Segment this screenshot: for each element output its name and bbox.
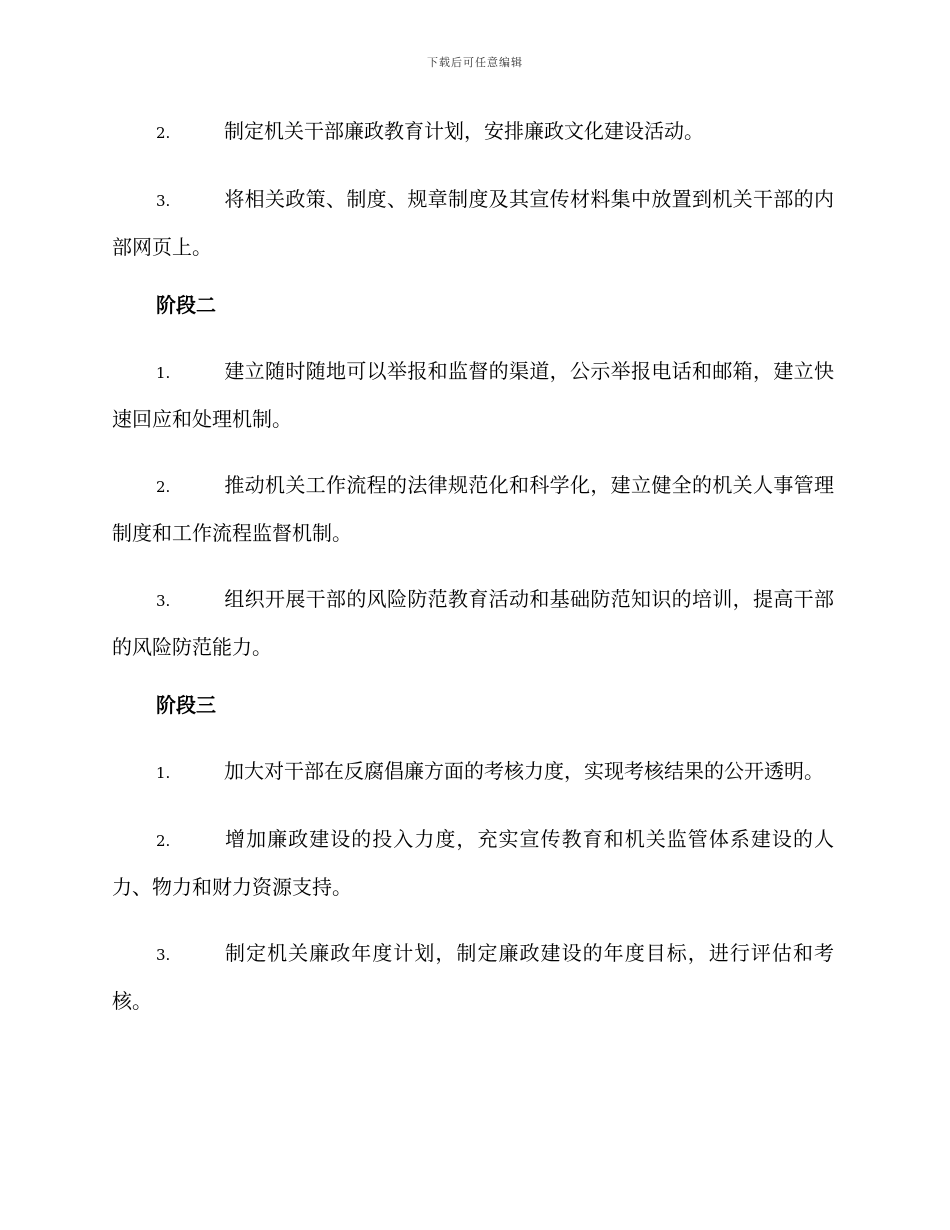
item-number: 3. xyxy=(156,592,171,610)
item-number: 2. xyxy=(156,478,171,496)
item-text: 加大对干部在反腐倡廉方面的考核力度，实现考核结果的公开透明。 xyxy=(224,759,824,783)
document-body xyxy=(112,108,834,1034)
item-text: 制定机关干部廉政教育计划，安排廉政文化建设活动。 xyxy=(224,119,704,143)
list-item xyxy=(112,348,834,442)
item-number: 1. xyxy=(156,364,171,382)
list-item xyxy=(112,748,834,796)
item-text: 推动机关工作流程的法律规范化和科学化，建立健全的机关人事管理制度和工作流程监督机制。 xyxy=(112,473,834,545)
item-text: 制定机关廉政年度计划，制定廉政建设的年度目标，进行评估和考核。 xyxy=(112,941,834,1013)
section-stage-three xyxy=(112,682,834,1024)
item-text: 将相关政策、制度、规章制度及其宣传材料集中放置到机关干部的内部网页上。 xyxy=(112,187,834,259)
list-item xyxy=(112,108,834,156)
item-number: 1. xyxy=(156,764,171,782)
item-number: 2. xyxy=(156,124,171,142)
section-heading: 阶段二 xyxy=(156,293,216,317)
section-stage-two xyxy=(112,282,834,670)
section-continuation xyxy=(112,108,834,270)
page-header-note: 下载后可任意编辑 xyxy=(427,56,523,69)
section-heading: 阶段三 xyxy=(156,693,216,717)
list-item xyxy=(112,816,834,910)
list-item xyxy=(112,930,834,1024)
item-number: 2. xyxy=(156,832,171,850)
list-item xyxy=(112,462,834,556)
item-number: 3. xyxy=(156,946,171,964)
item-text: 建立随时随地可以举报和监督的渠道，公示举报电话和邮箱，建立快速回应和处理机制。 xyxy=(112,359,834,431)
item-number: 3. xyxy=(156,192,171,210)
list-item xyxy=(112,176,834,270)
list-item xyxy=(112,576,834,670)
item-text: 组织开展干部的风险防范教育活动和基础防范知识的培训，提高干部的风险防范能力。 xyxy=(112,587,834,659)
item-text: 增加廉政建设的投入力度，充实宣传教育和机关监管体系建设的人力、物力和财力资源支持。 xyxy=(112,827,834,899)
